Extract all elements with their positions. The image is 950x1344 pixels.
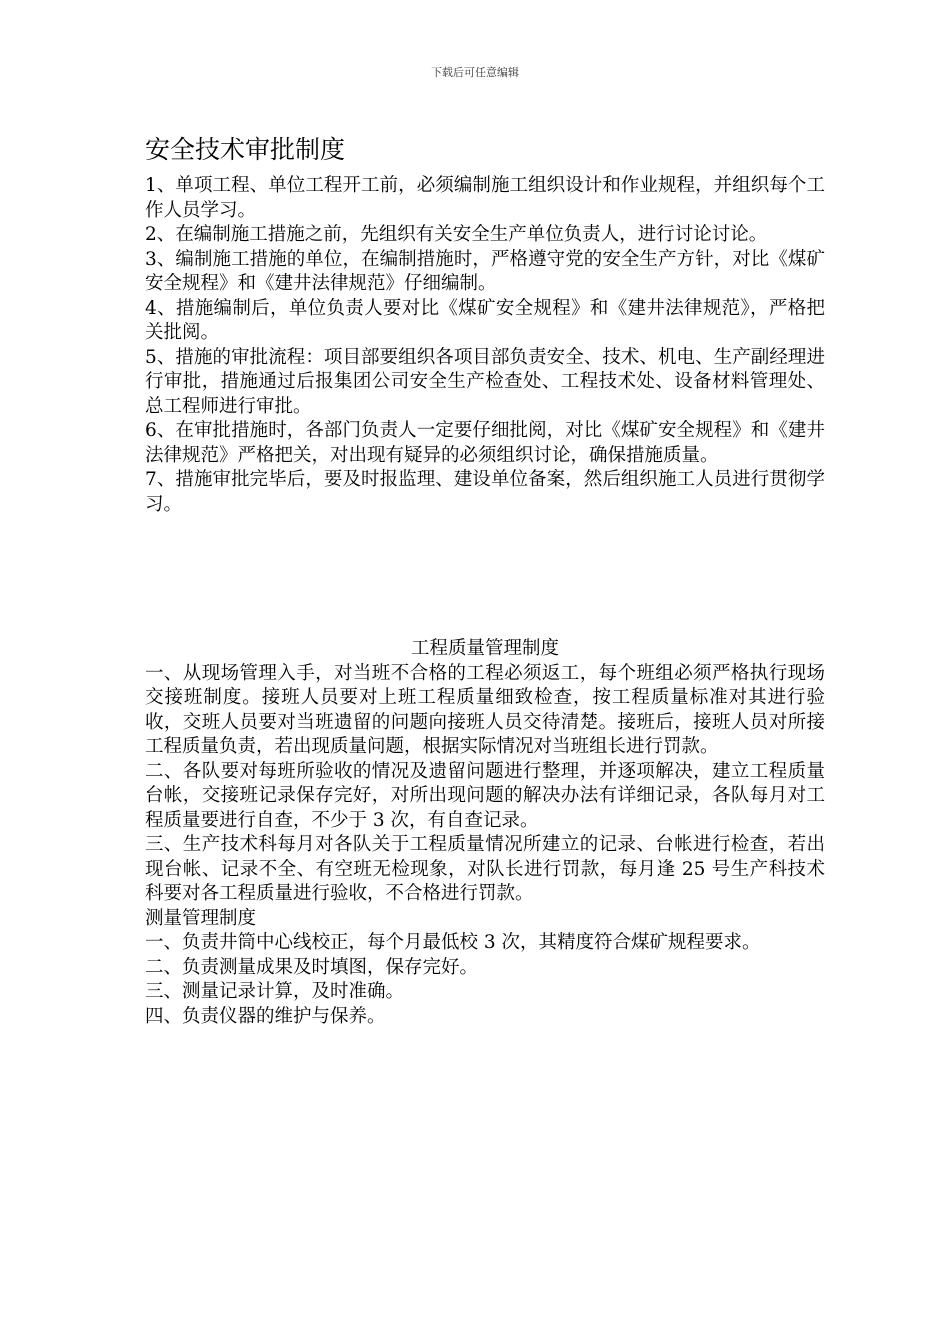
paragraph: 三、生产技术科每月对各队关于工程质量情况所建立的记录、台帐进行检查，若出现台帐、记录不全、有空班无检现象，对队长进行罚款，每月逢 25 号生产科技术科要对各工程质量进行验收，不合格进行罚款。 <box>145 834 825 904</box>
paragraph: 1、单项工程、单位工程开工前，必须编制施工组织设计和作业规程，并组织每个工作人员学习。 <box>145 175 825 221</box>
paragraph: 一、负责井筒中心线校正，每个月最低校 3 次，其精度符合煤矿规程要求。 <box>145 932 761 953</box>
paragraph: 一、从现场管理入手，对当班不合格的工程必须返工，每个班组必须严格执行现场交接班制度。接班人员要对上班工程质量细致检查，按工程质量标准对其进行验收，交班人员要对当班遗留的问题向接班人员交待清楚。接班后，接班人员对所接工程质量负责，若出现质量问题，根据实际情况对当班组长进行罚款。 <box>145 662 825 757</box>
header-note: 下载后可任意编辑 <box>431 66 519 79</box>
paragraph: 4、措施编制后，单位负责人要对比《煤矿安全规程》和《建井法律规范》，严格把关批阅。 <box>145 297 825 343</box>
paragraph: 3、编制施工措施的单位，在编制措施时，严格遵守党的安全生产方针，对比《煤矿安全规程》和《建井法律规范》仔细编制。 <box>145 248 825 294</box>
paragraph: 三、测量记录计算，及时准确。 <box>145 981 405 1002</box>
section-title-survey-management: 测量管理制度 <box>145 907 257 929</box>
paragraph: 6、在审批措施时，各部门负责人一定要仔细批阅，对比《煤矿安全规程》和《建井法律规范》严格把关，对出现有疑异的必须组织讨论，确保措施质量。 <box>145 420 825 466</box>
paragraph: 四、负责仪器的维护与保养。 <box>145 1005 386 1027</box>
paragraph: 7、措施审批完毕后，要及时报监理、建设单位备案，然后组织施工人员进行贯彻学习。 <box>145 469 825 515</box>
paragraph: 2、在编制施工措施之前，先组织有关安全生产单位负责人，进行讨论讨论。 <box>145 224 768 245</box>
paragraph: 二、各队要对每班所验收的情况及遗留问题进行整理，并逐项解决，建立工程质量台帐，交接班记录保存完好，对所出现问题的解决办法有详细记录，各队每月对工程质量要进行自查，不少于 3 次，有自查记录。 <box>145 760 825 831</box>
paragraph: 5、措施的审批流程：项目部要组织各项目部负责安全、技术、机电、生产副经理进行审批，措施通过后报集团公司安全生产检查处、工程技术处、设备材料管理处、总工程师进行审批。 <box>145 346 825 417</box>
section-title-quality-management: 工程质量管理制度 <box>410 638 559 659</box>
spacer <box>145 517 825 637</box>
section-title-safety-approval: 安全技术审批制度 <box>145 135 346 164</box>
paragraph: 二、负责测量成果及时填图，保存完好。 <box>145 956 479 978</box>
document-body <box>145 130 825 1029</box>
